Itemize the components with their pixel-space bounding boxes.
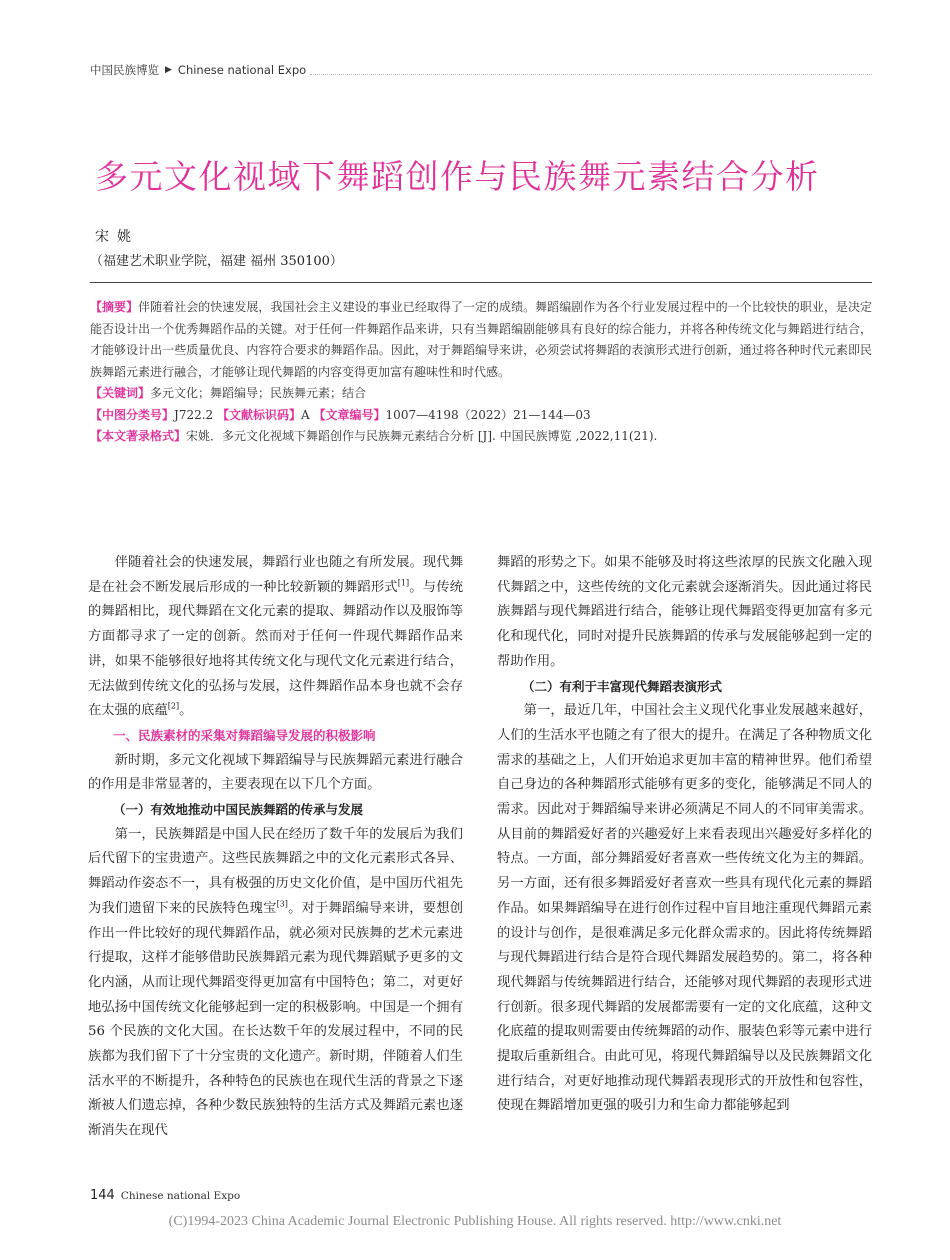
article-title: 多元文化视域下舞蹈创作与民族舞元素结合分析 (95, 157, 820, 196)
keywords-label: 【关键词】 (90, 386, 151, 400)
abstract-label: 【摘要】 (90, 300, 139, 314)
article-number-value: 1007—4198（2022）21—144—03 (385, 407, 591, 422)
article-metadata (90, 297, 872, 448)
doc-code-value: A (301, 407, 310, 422)
clc-field (90, 408, 213, 422)
author-affiliation: （福建艺术职业学院，福建 福州 350100） (90, 254, 343, 269)
running-header (90, 62, 872, 78)
triangle-arrow-icon: ▶ (165, 65, 172, 75)
reference-marker: [2] (167, 701, 180, 711)
citation-text: 宋姚．多元文化视域下舞蹈创作与民族舞元素结合分析 [J]. 中国民族博览 ,2022,11(21). (186, 429, 658, 443)
footer-journal-name: Chinese national Expo (120, 1190, 241, 1202)
body-column-right (497, 551, 872, 1119)
citation-label: 【本文著录格式】 (90, 429, 187, 443)
body-paragraph: 第一，最近几年，中国社会主义现代化事业发展越来越好，人们的生活水平也随之有了很大的提升。在满足了各种物质文化需求的基础之上，人们开始追求更加丰富的精神世界。他们希望自己身边的各种舞蹈形式能够有更多的变化，能够满足不同人的需求。因此对于舞蹈编导来讲必须满足不同人的不同审美需求。从目前的舞蹈爱好者的兴趣爱好上来看表现出兴趣爱好多样化的特点。一方面，部分舞蹈爱好者喜欢一些传统文化为主的舞蹈。另一方面，还有很多舞蹈爱好者喜欢一些具有现代化元素的舞蹈作品。如果舞蹈编导在进行创作过程中盲目地注重现代舞蹈元素的设计与创作，是很难满足多元化群众需求的。因此将传统舞蹈与现代舞蹈进行结合是符合现代舞蹈发展趋势的。第二，将各种现代舞蹈与传统舞蹈进行结合，还能够对现代舞蹈的表现形式进行创新。很多现代舞蹈的发展都需要有一定的文化底蕴，这种文化底蕴的提取则需要由传统舞蹈的动作、服装色彩等元素中进行提取后重新组合。由此可见，将现代舞蹈编导以及民族舞蹈文化进行结合，对更好地推动现代舞蹈表现形式的开放性和包容性，使现在舞蹈增加更强的吸引力和生命力都能够起到 (497, 703, 872, 1114)
keywords-text: 多元文化；舞蹈编导；民族舞元素；结合 (150, 386, 367, 400)
title-divider (90, 282, 872, 283)
clc-label: 【中图分类号】 (90, 407, 175, 422)
abstract (90, 297, 872, 383)
author-name: 宋姚 (95, 229, 139, 245)
doc-code-label: 【文献标识码】 (217, 407, 302, 422)
doc-code-field (217, 408, 310, 422)
journal-name-cn: 中国民族博览 (90, 63, 159, 77)
subsection-heading-2: （二）有利于丰富现代舞蹈表演形式 (522, 678, 723, 694)
page-footer (90, 1188, 240, 1203)
clc-value: J722.2 (174, 407, 214, 422)
body-paragraph: 新时期，多元文化视域下舞蹈编导与民族舞蹈元素进行融合的作用是非常显著的，主要表现在以下几个方面。 (88, 752, 463, 793)
reference-marker: [1] (397, 578, 410, 588)
article-number-label: 【文章编号】 (313, 407, 386, 422)
section-heading-1: 一、民族素材的采集对舞蹈编导发展的积极影响 (113, 727, 376, 743)
body-paragraph: 伴随着社会的快速发展，舞蹈行业也随之有所发展。现代舞是在社会不断发展后形成的一种比较新颖的舞蹈形式[1]。与传统的舞蹈相比，现代舞蹈在文化元素的提取、舞蹈动作以及服饰等方面都寻求了一定的创新。然而对于任何一件现代舞蹈作品来讲，如果不能够很好地将其传统文化与现代文化元素进行结合，无法做到传统文化的弘扬与发展，这件舞蹈作品本身也就不会存在太强的底蕴[2]。 (88, 555, 463, 719)
body-paragraph-continued: 舞蹈的形势之下。如果不能够及时将这些浓厚的民族文化融入现代舞蹈之中，这些传统的文化元素就会逐渐消失。因此通过将民族舞蹈与现代舞蹈进行结合，能够让现代舞蹈变得更加富有多元化和现代化，同时对提升民族舞蹈的传承与发展能够起到一定的帮助作用。 (497, 555, 872, 669)
citation (90, 426, 872, 448)
page-number: 144 (90, 1188, 115, 1203)
body-column-left (88, 551, 463, 1144)
copyright-notice: (C)1994-2023 China Academic Journal Electronic Publishing House. All rights reserved. http://www.cnki.net (168, 1214, 782, 1229)
article-number-field (314, 408, 591, 422)
subsection-heading-1: （一）有效地推动中国民族舞蹈的传承与发展 (113, 802, 364, 818)
journal-name-en: Chinese national Expo (177, 63, 307, 77)
abstract-text: 伴随着社会的快速发展，我国社会主义建设的事业已经取得了一定的成绩。舞蹈编剧作为各个行业发展过程中的一个比较快的职业，是决定能否设计出一个优秀舞蹈作品的关键。对于任何一件舞蹈作品来讲，只有当舞蹈编剧能够具有良好的综合能力，并将各种传统文化与舞蹈进行结合，才能够设计出一些质量优良、内容符合要求的舞蹈作品。因此，对于舞蹈编导来讲，必须尝试将舞蹈的表演形式进行创新，通过将各种时代元素即民族舞蹈元素进行融合，才能够让现代舞蹈的内容变得更加富有趣味性和时代感。 (90, 300, 872, 379)
reference-marker: [3] (276, 899, 288, 909)
classification-row (90, 405, 872, 427)
body-paragraph: 第一，民族舞蹈是中国人民在经历了数千年的发展后为我们后代留下的宝贵遗产。这些民族舞蹈之中的文化元素形式各异、舞蹈动作姿态不一，具有极强的历史文化价值，是中国历代祖先为我们遗留下来的民族特色瑰宝[3]。对于舞蹈编导来讲，要想创作出一件比较好的现代舞蹈作品，就必须对民族舞的艺术元素进行提取，这样才能够借助民族舞蹈元素为现代舞蹈赋予更多的文化内涵，从而让现代舞蹈变得更加富有中国特色；第二，对更好地弘扬中国传统文化能够起到一定的积极影响。中国是一个拥有 56 个民族的文化大国。在长达数千年的发展过程中，不同的民族都为我们留下了十分宝贵的文化遗产。新时期，伴随着人们生活水平的不断提升，各种特色的民族也在现代生活的背景之下逐渐被人们遗忘掉，各种少数民族独特的生活方式及舞蹈元素也逐渐消失在现代 (88, 826, 463, 1139)
keywords (90, 383, 872, 405)
header-dotted-rule (310, 66, 872, 75)
